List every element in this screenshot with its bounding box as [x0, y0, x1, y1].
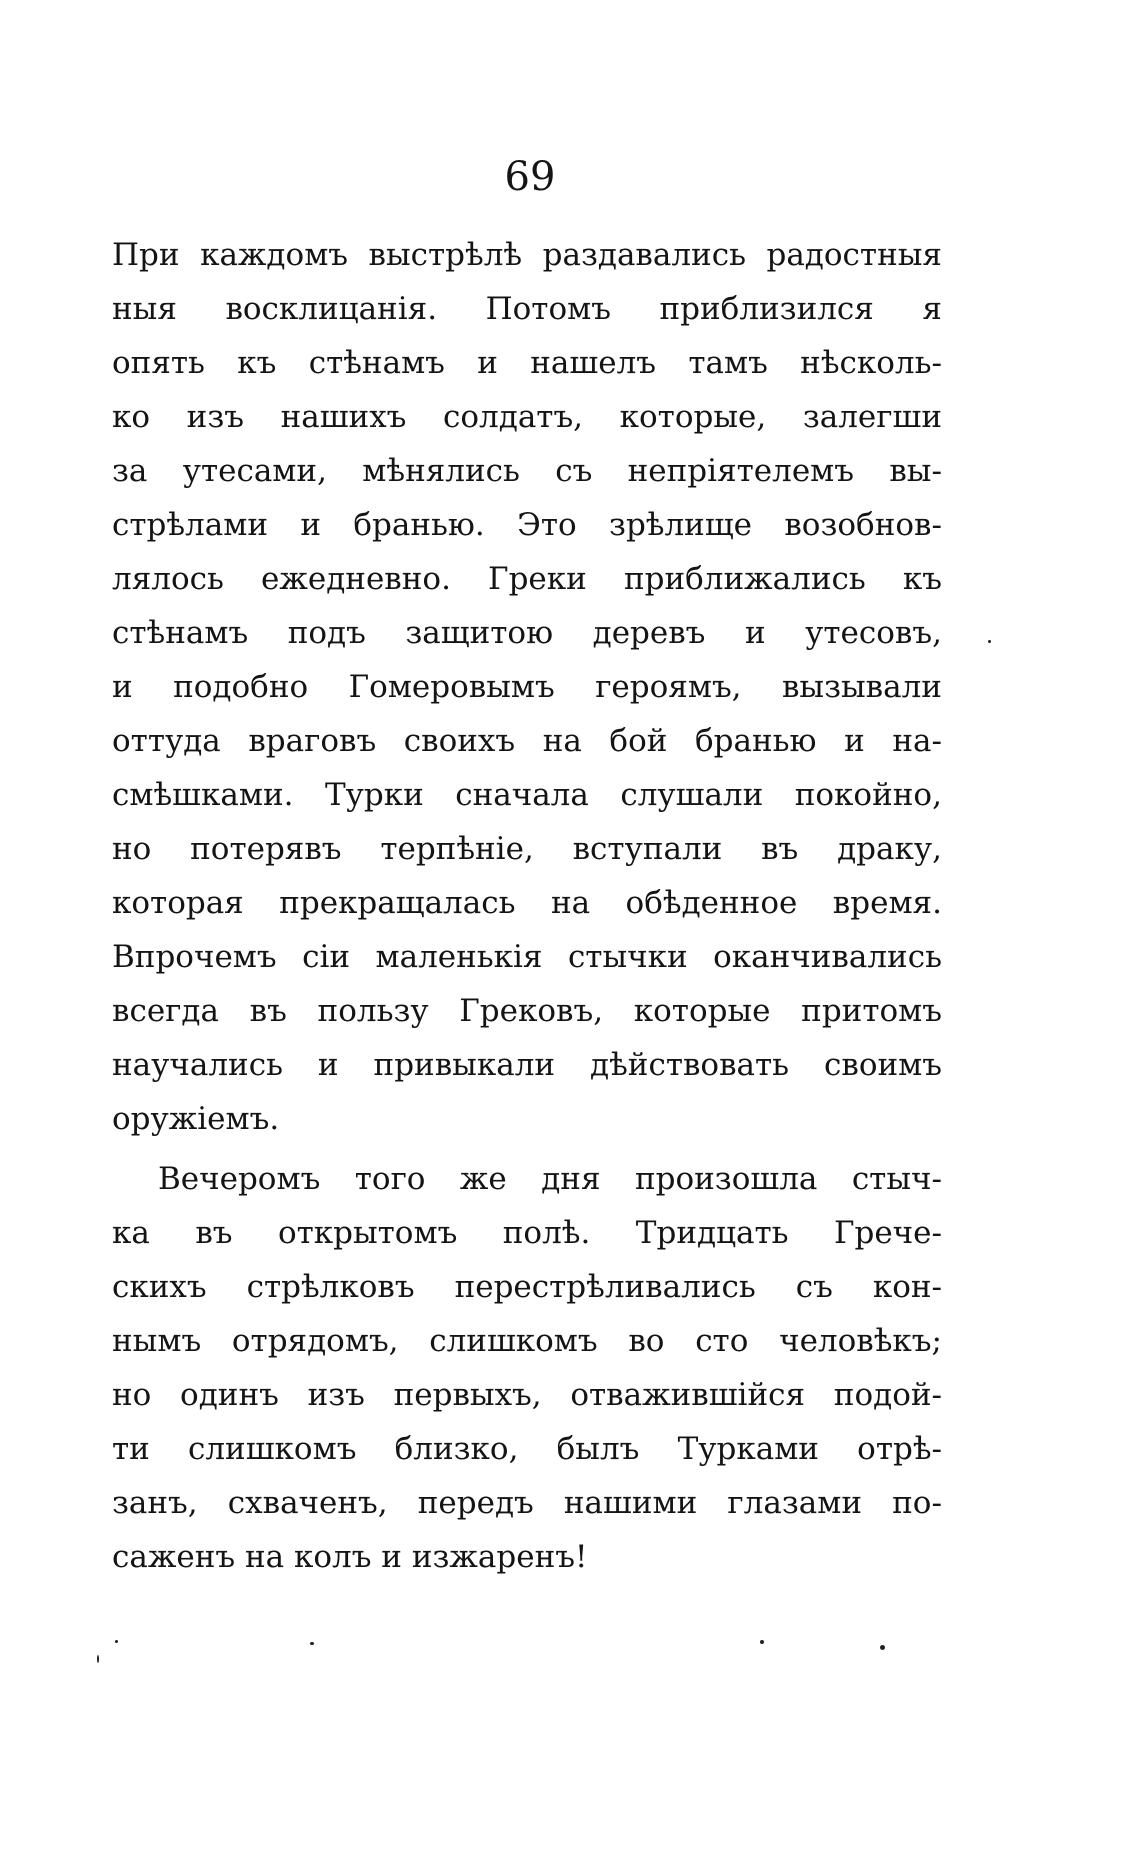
word: на — [542, 723, 582, 759]
text-line — [112, 336, 942, 390]
word: одинъ — [180, 1377, 279, 1413]
text-line — [112, 768, 942, 822]
word: отважившiйся — [570, 1377, 806, 1413]
word: защитою — [405, 615, 554, 651]
word: нашелъ — [530, 345, 656, 381]
word: своихъ — [403, 723, 516, 759]
word: время. — [832, 885, 942, 921]
word: приблизился — [659, 291, 874, 327]
ink-speck — [97, 1655, 99, 1663]
word: залегши — [802, 399, 942, 435]
text-line — [112, 282, 942, 336]
word: привыкали — [373, 1047, 556, 1083]
text-line — [112, 498, 942, 552]
word: и — [112, 669, 133, 705]
word: покойно, — [794, 777, 942, 813]
word: утесами, — [182, 453, 327, 489]
word: и — [381, 1539, 402, 1575]
text-line — [112, 660, 942, 714]
word: слушали — [620, 777, 764, 813]
word: глазами — [727, 1485, 863, 1521]
word: которые — [633, 993, 771, 1029]
word: стыч- — [851, 1161, 942, 1197]
word: нашими — [563, 1485, 698, 1521]
word: полѣ. — [502, 1215, 591, 1251]
word: которые, — [619, 399, 767, 435]
word: открытомъ — [277, 1215, 458, 1251]
ink-speck — [988, 640, 991, 643]
text-line — [112, 1368, 942, 1422]
word: слишкомъ — [188, 1431, 357, 1467]
word: произошла — [634, 1161, 818, 1197]
word: изъ — [307, 1377, 365, 1413]
word: оттуда — [112, 723, 221, 759]
word: опять — [112, 345, 205, 381]
word: стѣнамъ — [308, 345, 445, 381]
word: но — [112, 1377, 152, 1413]
word: притомъ — [801, 993, 942, 1029]
word: въ — [761, 831, 799, 867]
word: первыхъ, — [393, 1377, 542, 1413]
word: деревъ — [592, 615, 706, 651]
word: обѣденное — [625, 885, 798, 921]
text-line — [112, 1260, 942, 1314]
text-line — [112, 1530, 942, 1584]
word: но — [112, 831, 152, 867]
word: человѣкъ; — [779, 1323, 942, 1359]
word: зрѣлище — [609, 507, 752, 543]
word: Турками — [677, 1431, 819, 1467]
word: радостныя — [766, 237, 942, 273]
word: на — [550, 885, 591, 921]
word: Греки — [488, 561, 587, 597]
word: дня — [541, 1161, 601, 1197]
text-line — [112, 228, 942, 282]
word: во — [628, 1323, 665, 1359]
word: вызывали — [781, 669, 942, 705]
word: изъ — [186, 399, 244, 435]
word: приближались — [623, 561, 866, 597]
word: вступали — [572, 831, 723, 867]
word: всегда — [112, 993, 219, 1029]
word: скихъ — [112, 1269, 207, 1305]
word: ти — [112, 1431, 150, 1467]
word: Потомъ — [485, 291, 611, 327]
word: маленькія — [375, 939, 543, 975]
word: Тридцать — [635, 1215, 789, 1251]
word: восклицанія. — [225, 291, 438, 327]
text-line — [112, 390, 942, 444]
word: дѣйствовать — [590, 1047, 790, 1083]
word: перестрѣливались — [454, 1269, 756, 1305]
text-line — [112, 876, 942, 930]
text-line — [112, 444, 942, 498]
word: своимъ — [824, 1047, 942, 1083]
word: потерявъ — [190, 831, 342, 867]
word: стычки — [567, 939, 688, 975]
text-line — [112, 1206, 942, 1260]
word: подобно — [173, 669, 309, 705]
text-line — [112, 1314, 942, 1368]
word: Грековъ, — [459, 993, 604, 1029]
word: къ — [902, 561, 942, 597]
text-line — [112, 1422, 942, 1476]
word: каждомъ — [200, 237, 349, 273]
word: Грече- — [833, 1215, 942, 1251]
word: и — [744, 615, 766, 651]
word: нѣсколь- — [800, 345, 942, 381]
word: стѣнамъ — [112, 615, 249, 651]
word: стрѣлами — [112, 507, 268, 543]
ink-speck — [310, 1642, 314, 1645]
word: ныя — [112, 291, 177, 327]
word: въ — [249, 993, 287, 1029]
word: смѣшками. — [112, 777, 294, 813]
word: занъ, — [112, 1485, 198, 1521]
word: въ — [195, 1215, 233, 1251]
text-line — [112, 822, 942, 876]
word: сначала — [455, 777, 589, 813]
word: ка — [112, 1215, 150, 1251]
word: вы- — [889, 453, 942, 489]
word: мѣнялись — [362, 453, 520, 489]
word: раздавались — [542, 237, 746, 273]
word: утесовъ, — [805, 615, 942, 651]
word: лялось — [112, 561, 224, 597]
text-line — [112, 606, 942, 660]
word: Гомеровымъ — [348, 669, 555, 705]
word: драку, — [837, 831, 942, 867]
paragraphs-container — [112, 228, 942, 1584]
word: по- — [892, 1485, 942, 1521]
word: слишкомъ — [429, 1323, 598, 1359]
word: же — [459, 1161, 507, 1197]
word: я — [922, 291, 942, 327]
word: нашихъ — [280, 399, 407, 435]
word: нымъ — [112, 1323, 202, 1359]
word: передъ — [417, 1485, 534, 1521]
word: Турки — [324, 777, 424, 813]
word: къ — [237, 345, 277, 381]
word: бой — [609, 723, 668, 759]
word: враговъ — [248, 723, 377, 759]
word: отрѣ- — [857, 1431, 942, 1467]
word: на- — [892, 723, 942, 759]
word: саженъ — [112, 1539, 236, 1575]
word: стрѣлковъ — [246, 1269, 415, 1305]
word: и — [300, 507, 322, 543]
word: прекращалась — [279, 885, 516, 921]
word: возобнов- — [784, 507, 942, 543]
page-number: 69 — [504, 154, 556, 200]
word: подой- — [833, 1377, 942, 1413]
word: отрядомъ, — [231, 1323, 399, 1359]
word: оканчивались — [713, 939, 942, 975]
word: близко, — [394, 1431, 519, 1467]
text-line — [112, 984, 942, 1038]
word: При — [112, 237, 180, 273]
word: бранью — [694, 723, 817, 759]
word: Это — [517, 507, 577, 543]
word: ко — [112, 399, 151, 435]
word: того — [354, 1161, 426, 1197]
word: выстрѣлѣ — [368, 237, 523, 273]
word: сто — [695, 1323, 749, 1359]
word: кон- — [872, 1269, 942, 1305]
word: научались — [112, 1047, 283, 1083]
text-line — [112, 1092, 942, 1146]
word: и — [477, 345, 498, 381]
word: Вечеромъ — [158, 1161, 321, 1197]
word: сіи — [302, 939, 351, 975]
word: солдатъ, — [443, 399, 584, 435]
word: Впрочемъ — [112, 939, 277, 975]
word: схваченъ, — [227, 1485, 388, 1521]
paragraph — [112, 1152, 942, 1584]
word: терпѣніе, — [380, 831, 534, 867]
word: колъ — [293, 1539, 372, 1575]
ink-speck — [115, 1640, 118, 1643]
word: ежедневно. — [260, 561, 451, 597]
word: бранью. — [353, 507, 485, 543]
word: былъ — [556, 1431, 640, 1467]
word: съ — [555, 453, 593, 489]
word: изжаренъ! — [411, 1539, 588, 1575]
word: пользу — [317, 993, 429, 1029]
word: которая — [112, 885, 244, 921]
text-line — [112, 1152, 942, 1206]
word: героямъ, — [595, 669, 742, 705]
word: непріятелемъ — [627, 453, 854, 489]
paragraph — [112, 228, 942, 1146]
text-line — [112, 930, 942, 984]
word: за — [112, 453, 148, 489]
word: подъ — [287, 615, 366, 651]
word: съ — [795, 1269, 833, 1305]
text-line — [112, 1476, 942, 1530]
word: тамъ — [688, 345, 768, 381]
ink-speck — [760, 1640, 764, 1644]
text-line — [112, 1038, 942, 1092]
word: и — [844, 723, 865, 759]
word: на — [244, 1539, 285, 1575]
ink-speck — [880, 1645, 885, 1650]
text-line — [112, 714, 942, 768]
text-body — [112, 228, 942, 1584]
word: оружіемъ. — [112, 1101, 280, 1137]
word: и — [317, 1047, 339, 1083]
text-line — [112, 552, 942, 606]
